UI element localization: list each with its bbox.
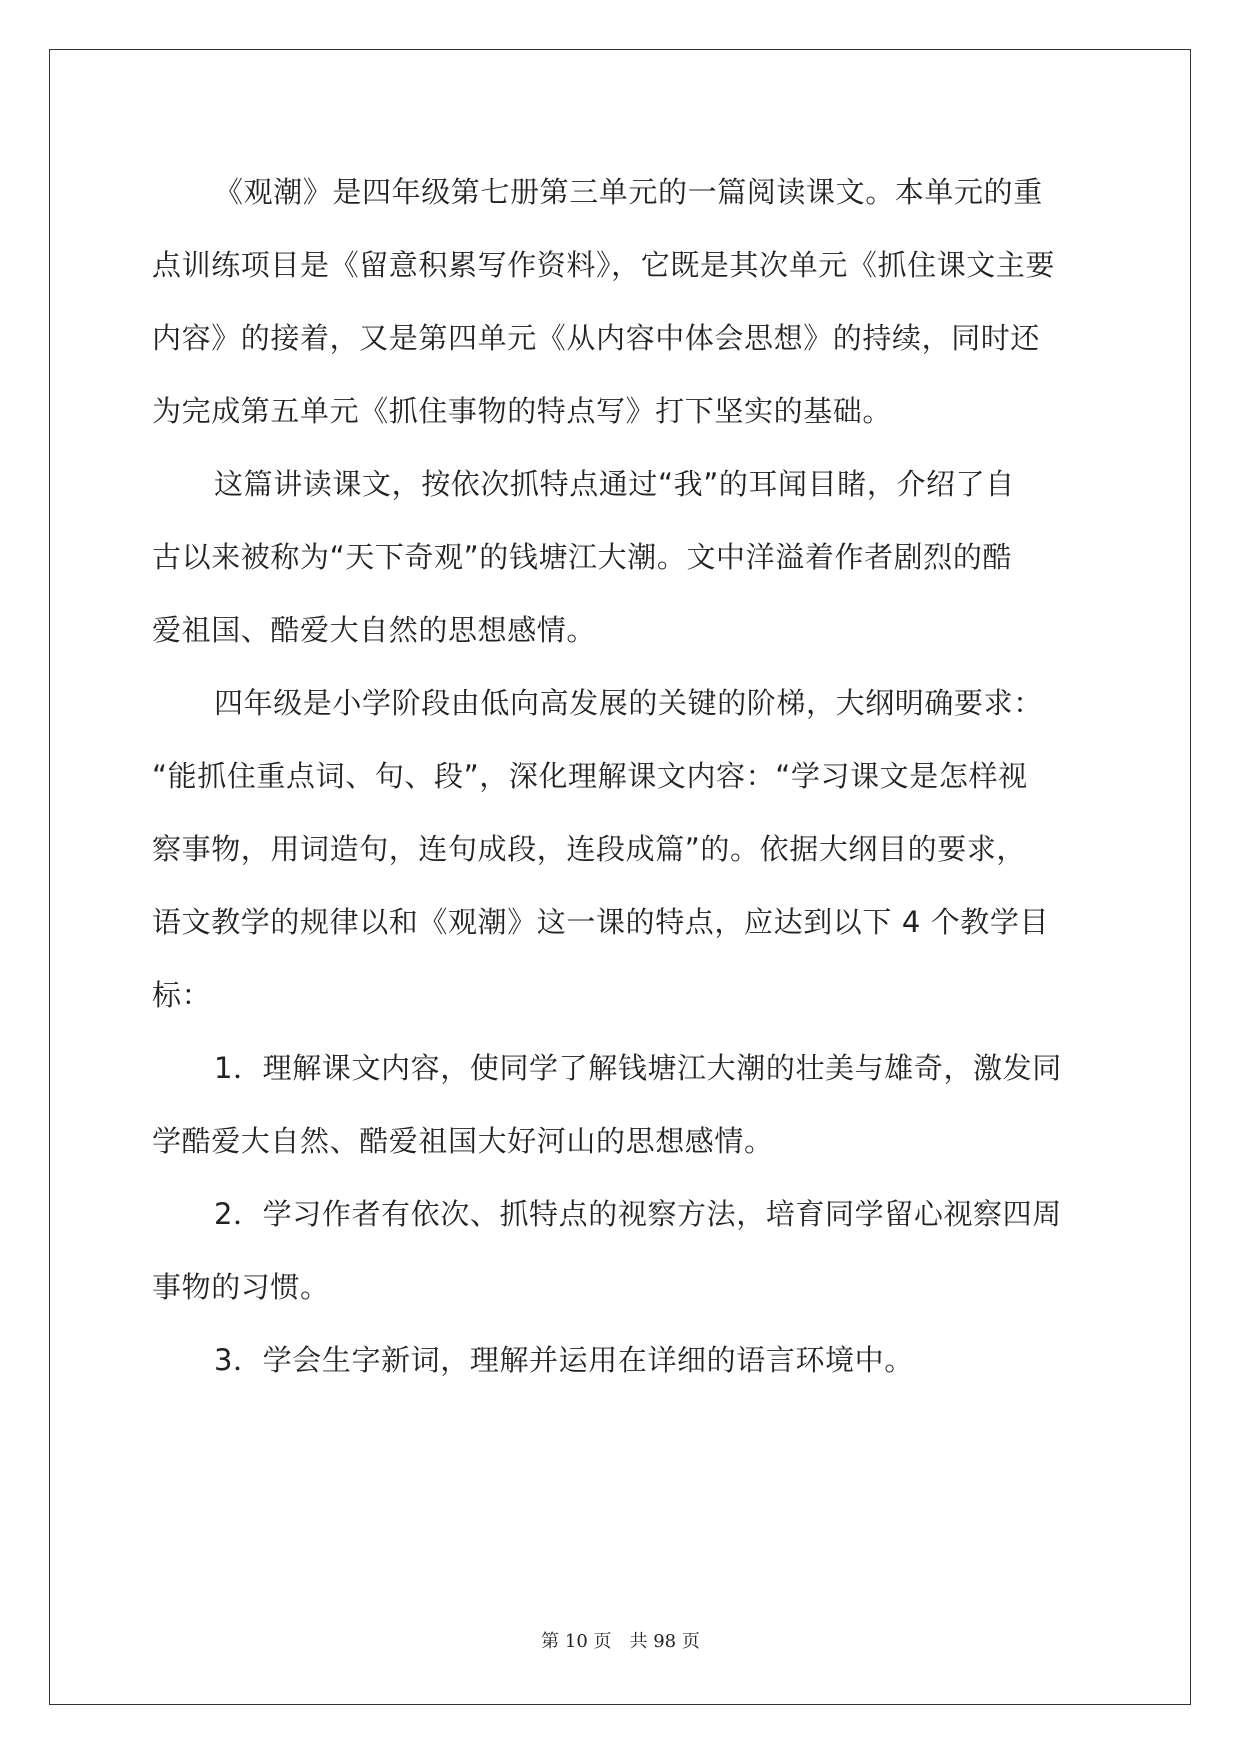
paragraph-1-line-1: 《观潮》是四年级第七册第三单元的一篇阅读课文。本单元的重 [214, 175, 1043, 209]
paragraph-3-line-4: 语文教学的规律以和《观潮》这一课的特点，应达到以下 4 个教学目 [152, 905, 1050, 939]
page-footer [0, 1630, 1241, 1654]
paragraph-3-line-1: 四年级是小学阶段由低向高发展的关键的阶梯，大纲明确要求： [214, 686, 1043, 720]
paragraph-1-line-2: 点训练项目是《留意积累写作资料》，它既是其次单元《抓住课文主要 [152, 248, 1056, 282]
list-item-2-line-1: 2．学习作者有依次、抓特点的视察方法，培育同学留心视察四周 [214, 1197, 1062, 1231]
list-item-3-line-1: 3．学会生字新词，理解并运用在详细的语言环境中。 [214, 1343, 914, 1377]
page-number-label: 第 10 页 共 98 页 [541, 1631, 700, 1652]
paragraph-3-line-2: “能抓住重点词、句、段”，深化理解课文内容：“学习课文是怎样视 [152, 759, 1028, 793]
paragraph-3-line-3: 察事物，用词造句，连句成段，连段成篇”的。依据大纲目的要求， [152, 832, 1027, 866]
page-border [49, 49, 1191, 1705]
list-item-1-line-1: 1．理解课文内容，使同学了解钱塘江大潮的壮美与雄奇，激发同 [214, 1051, 1062, 1085]
paragraph-1-line-4: 为完成第五单元《抓住事物的特点写》打下坚实的基础。 [152, 394, 893, 428]
paragraph-1-line-3: 内容》的接着，又是第四单元《从内容中体会思想》的持续，同时还 [152, 321, 1041, 355]
paragraph-2-line-2: 古以来被称为“天下奇观”的钱塘江大潮。文中洋溢着作者剧烈的酷 [152, 540, 1013, 574]
paragraph-2-line-1: 这篇讲读课文，按依次抓特点通过“我”的耳闻目睹，介绍了自 [214, 467, 1015, 501]
paragraph-3-line-5: 标： [152, 978, 212, 1012]
list-item-2-line-2: 事物的习惯。 [152, 1270, 330, 1304]
paragraph-2-line-3: 爱祖国、酷爱大自然的思想感情。 [152, 613, 597, 647]
list-item-1-line-2: 学酷爱大自然、酷爱祖国大好河山的思想感情。 [152, 1124, 774, 1158]
